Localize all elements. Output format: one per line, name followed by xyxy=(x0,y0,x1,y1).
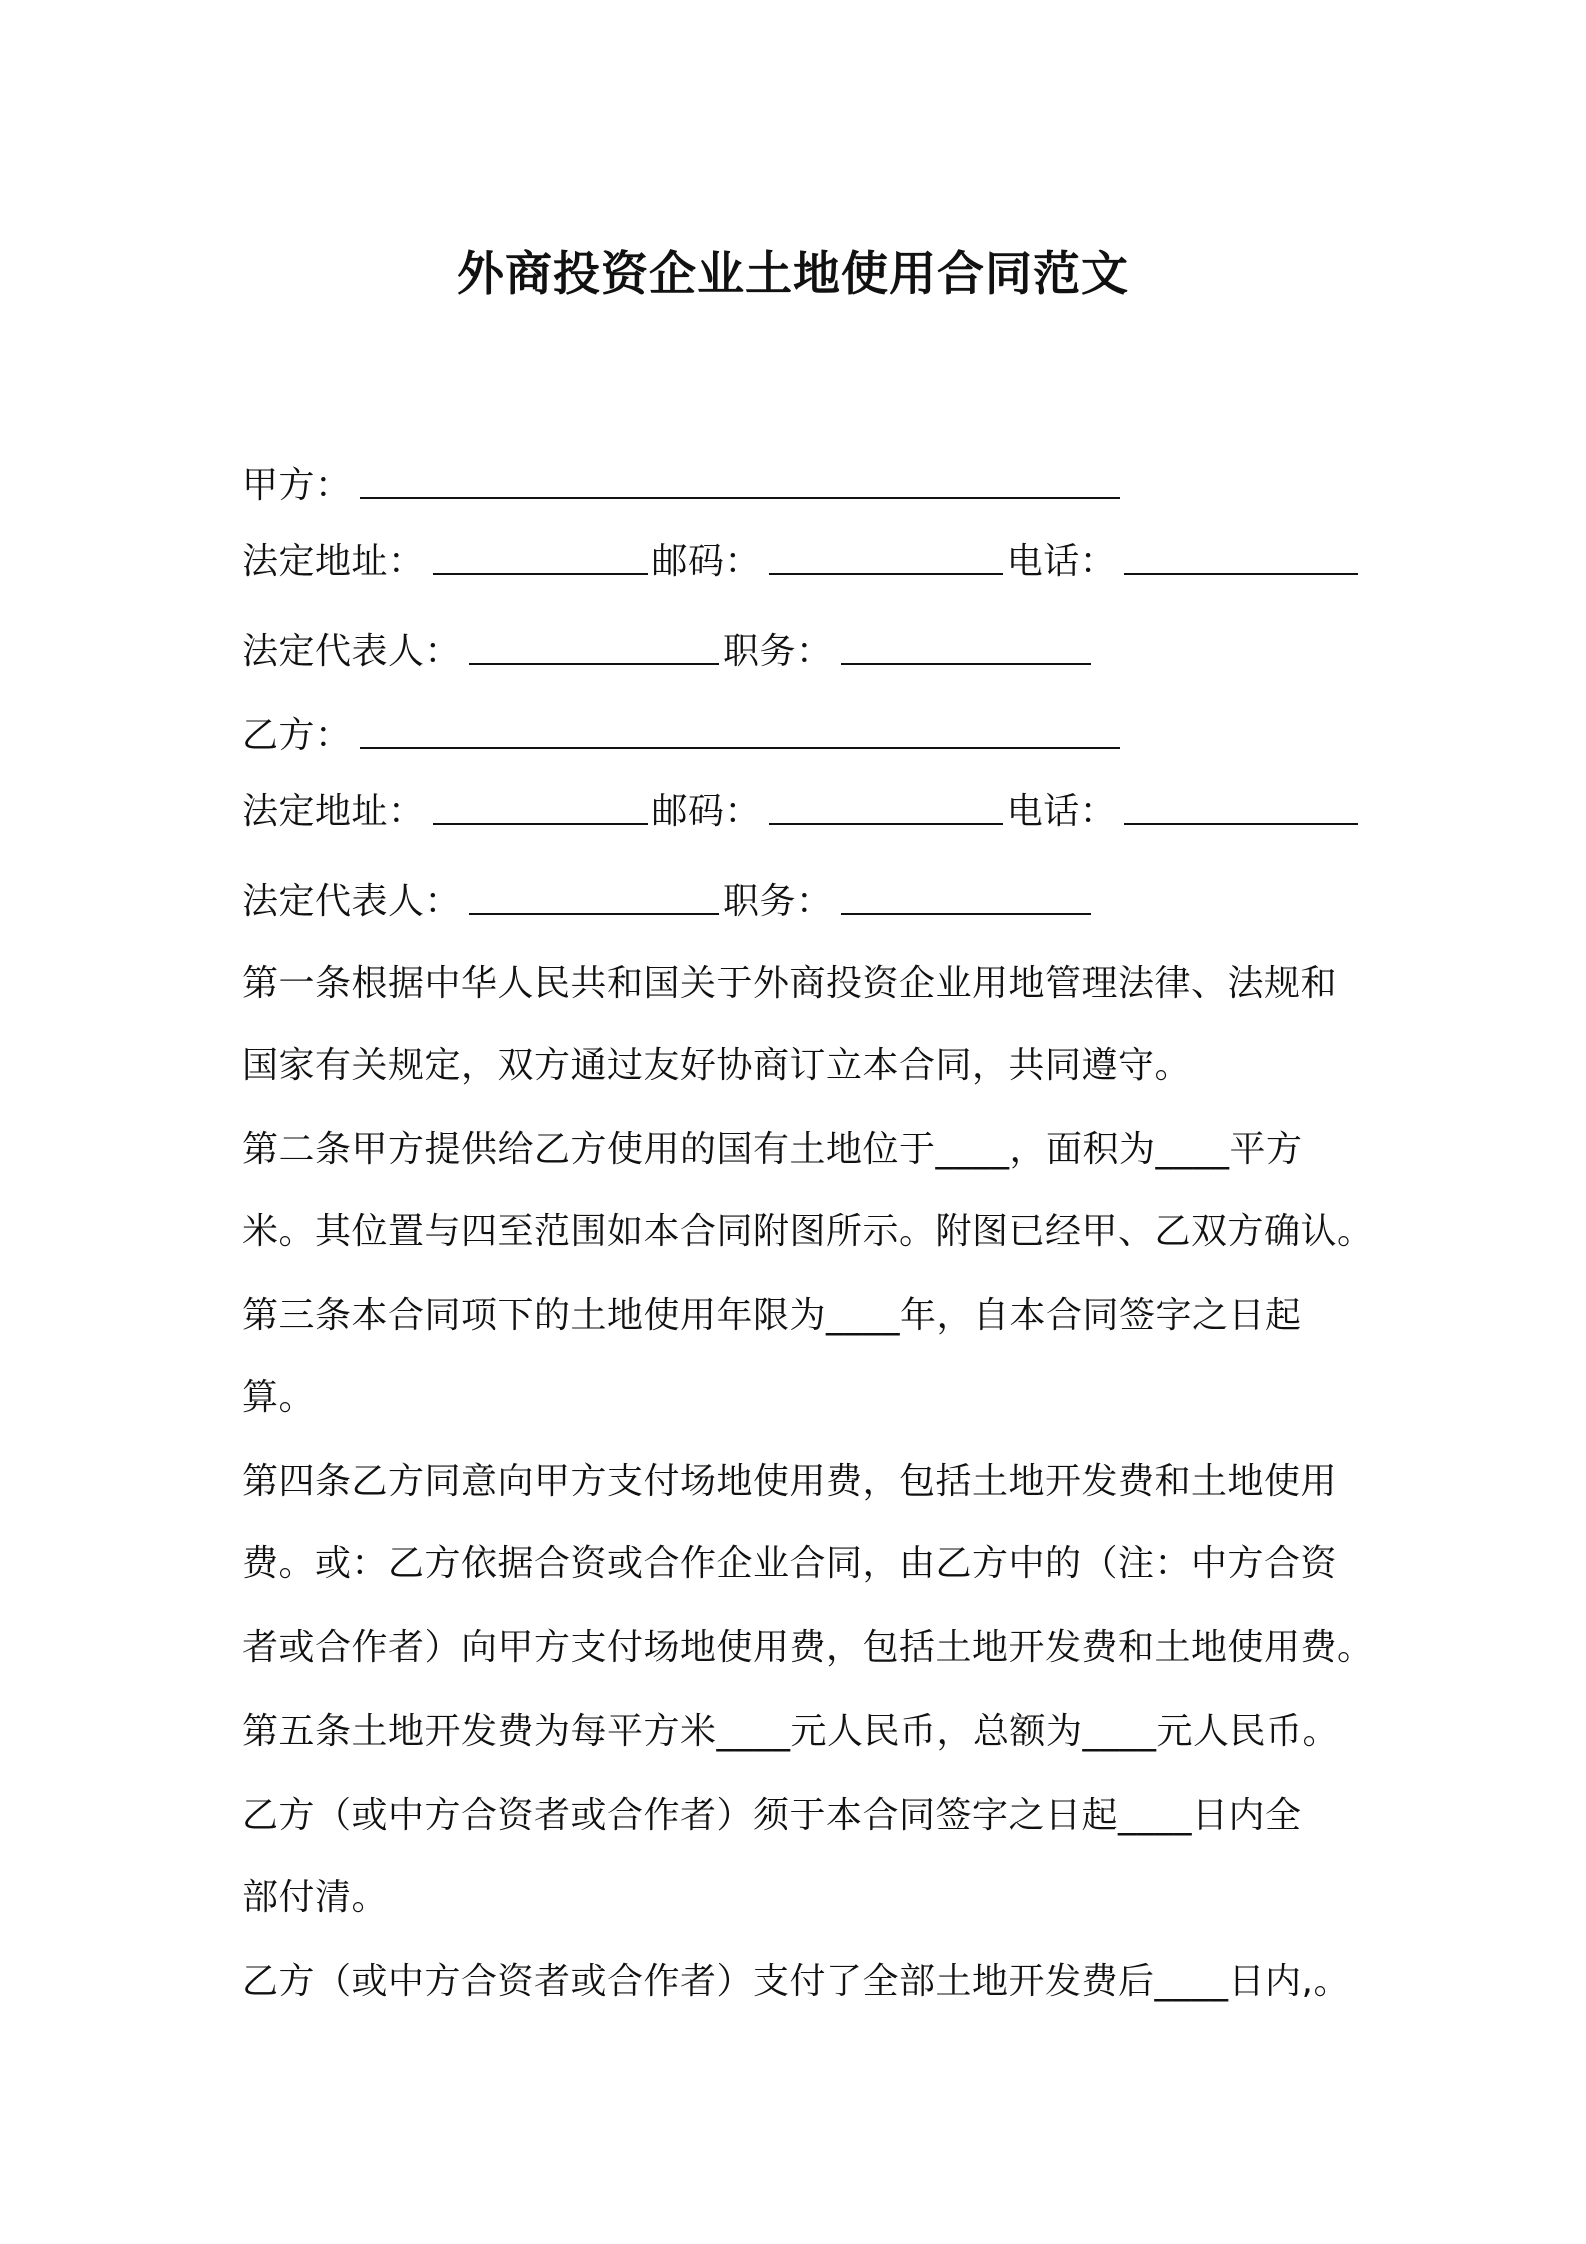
clause-line-3: 第二条甲方提供给乙方使用的国有土地位于____，面积为____平方 xyxy=(242,1129,1303,1170)
clause-line-11: 乙方（或中方合资者或合作者）须于本合同签字之日起____日内全 xyxy=(242,1795,1302,1836)
party-a-position-label: 职务： xyxy=(723,631,833,672)
party-b-postcode-label: 邮码： xyxy=(651,791,762,832)
clause-line-4: 米。其位置与四至范围如本合同附图所示。附图已经甲、乙双方确认。 xyxy=(242,1211,1374,1252)
party-a-address-blank xyxy=(433,545,648,575)
clause-line-8: 费。或：乙方依据合资或合作企业合同，由乙方中的（注：中方合资 xyxy=(242,1543,1338,1584)
party-b-representative-row xyxy=(242,876,1362,928)
party-b-row xyxy=(242,710,1362,762)
party-a-position-blank xyxy=(841,635,1091,665)
party-a-blank xyxy=(360,469,1120,499)
clause-line-2: 国家有关规定，双方通过友好协商订立本合同，共同遵守。 xyxy=(242,1045,1192,1086)
party-b-label: 乙方： xyxy=(242,715,352,756)
document-title: 外商投资企业土地使用合同范文 xyxy=(457,247,1129,303)
party-b-phone-label: 电话： xyxy=(1006,791,1117,832)
clause-line-10: 第五条土地开发费为每平方米____元人民币，总额为____元人民币。 xyxy=(242,1711,1340,1752)
party-a-phone-blank xyxy=(1124,545,1358,575)
party-b-address-label: 法定地址： xyxy=(242,791,425,832)
party-b-phone-blank xyxy=(1124,795,1358,825)
party-b-blank xyxy=(360,719,1120,749)
party-a-phone-label: 电话： xyxy=(1006,541,1117,582)
clause-line-6: 算。 xyxy=(242,1377,316,1418)
party-b-position-label: 职务： xyxy=(723,881,833,922)
clause-line-1: 第一条根据中华人民共和国关于外商投资企业用地管理法律、法规和 xyxy=(242,963,1338,1004)
party-a-label: 甲方： xyxy=(242,465,352,506)
party-a-row xyxy=(242,460,1362,512)
party-b-address-blank xyxy=(433,795,648,825)
party-b-contact-row xyxy=(242,786,1362,838)
party-a-address-label: 法定地址： xyxy=(242,541,425,582)
party-b-representative-blank xyxy=(469,885,719,915)
party-a-postcode-label: 邮码： xyxy=(651,541,762,582)
party-a-postcode-blank xyxy=(769,545,1003,575)
clause-line-9: 者或合作者）向甲方支付场地使用费，包括土地开发费和土地使用费。 xyxy=(242,1627,1374,1668)
party-a-representative-blank xyxy=(469,635,719,665)
party-a-representative-row xyxy=(242,626,1362,678)
clause-line-12: 部付清。 xyxy=(242,1877,389,1918)
party-b-representative-label: 法定代表人： xyxy=(242,881,462,922)
clause-line-13: 乙方（或中方合资者或合作者）支付了全部土地开发费后____日内,。 xyxy=(242,1961,1350,2002)
clause-line-7: 第四条乙方同意向甲方支付场地使用费，包括土地开发费和土地使用 xyxy=(242,1461,1338,1502)
party-a-contact-row xyxy=(242,536,1362,588)
party-a-representative-label: 法定代表人： xyxy=(242,631,462,672)
clause-line-5: 第三条本合同项下的土地使用年限为____年，自本合同签字之日起 xyxy=(242,1295,1302,1336)
party-b-position-blank xyxy=(841,885,1091,915)
party-b-postcode-blank xyxy=(769,795,1003,825)
